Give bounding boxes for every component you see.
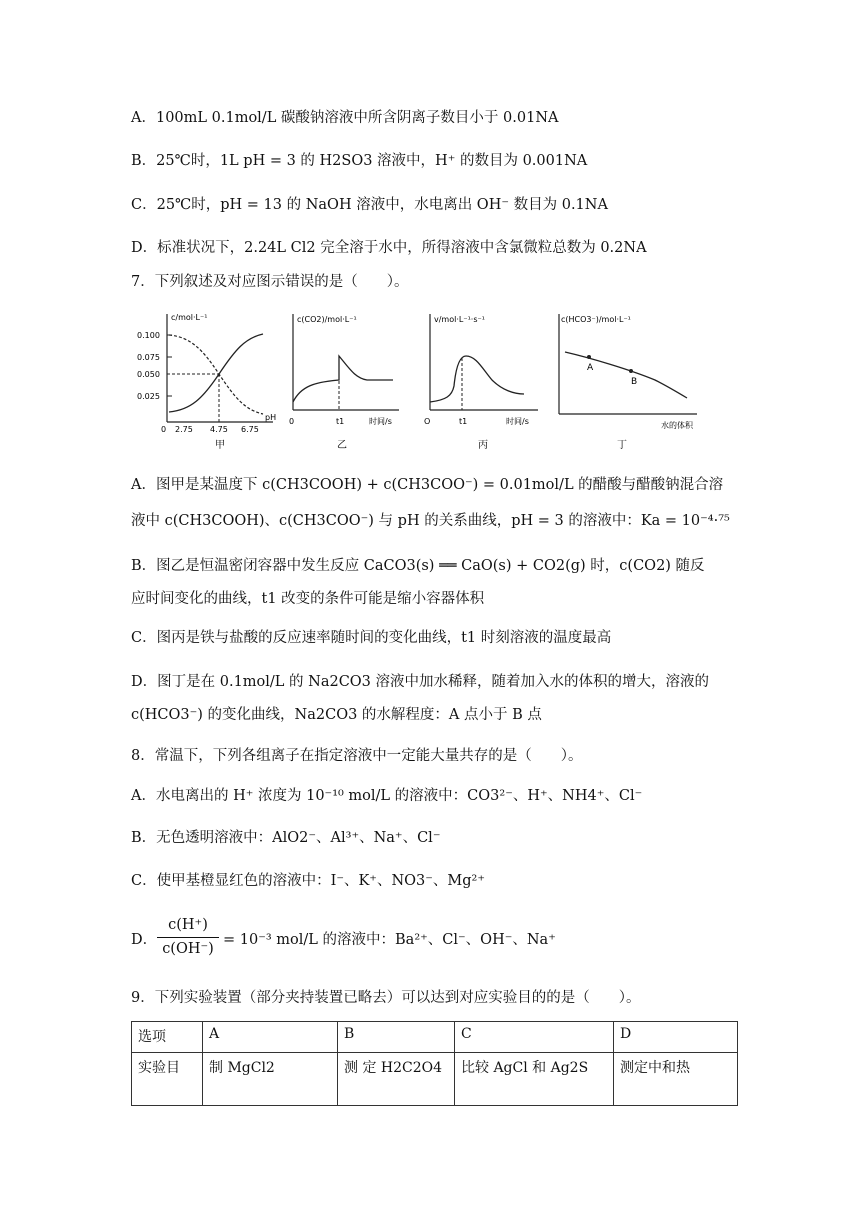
q8-option-b: B．无色透明溶液中：AlO2⁻、Al³⁺、Na⁺、Cl⁻ [131,830,441,846]
ding-ylabel: c(HCO3⁻)/mol·L⁻¹ [561,315,631,324]
table-header-cell: 选项 [132,1022,203,1053]
q8-option-c: C．使甲基橙显红色的溶液中：I⁻、K⁺、NO3⁻、Mg²⁺ [131,873,486,889]
q6-option-d: D．标准状况下，2.24L Cl2 完全溶于水中，所得溶液中含氯微粒总数为 0.2NA [131,240,647,256]
q8d-denominator: c(OH⁻) [162,941,214,957]
jia-ylabel: c/mol·L⁻¹ [171,313,208,322]
bing-origin: O [424,417,431,426]
bing-xlabel: 时间/s [506,417,529,426]
q7-option-b-line2: 应时间变化的曲线，t1 改变的条件可能是缩小容器体积 [131,591,485,607]
figure-bing [416,306,546,454]
table-header-cell: A [203,1022,338,1053]
q7-option-a-line1: A．图甲是某温度下 c(CH3COOH) + c(CH3COO⁻) = 0.01mol/L 的醋酸与醋酸钠混合溶 [131,477,724,493]
table-cell: 测定中和热 [614,1053,738,1106]
q8d-rest: = 10⁻³ mol/L 的溶液中：Ba²⁺、Cl⁻、OH⁻、Na⁺ [223,932,556,948]
ding-curve [565,352,687,398]
q7-option-b-line1: B．图乙是恒温密闭容器中发生反应 CaCO3(s) ══ CaO(s) + CO2(g) 时，c(CO2) 随反 [131,558,705,574]
bing-caption: 丙 [478,440,488,451]
yi-xlabel: 时间/s [369,417,392,426]
yi-origin: 0 [289,417,295,426]
ding-point-a-marker [587,355,591,359]
jia-origin: 0 [161,425,167,434]
table-header-cell: B [338,1022,455,1053]
figure-jia [131,306,281,454]
ding-caption: 丁 [617,440,627,451]
bing-t1: t1 [459,417,468,426]
q8-option-a: A．水电离出的 H⁺ 浓度为 10⁻¹⁰ mol/L 的溶液中：CO3²⁻、H⁺、NH4⁺、Cl⁻ [131,788,643,804]
q8-stem: 8．常温下，下列各组离子在指定溶液中一定能大量共存的是（ ）。 [131,748,583,764]
q7-option-d-line2: c(HCO3⁻) 的变化曲线，Na2CO3 的水解程度：A 点小于 B 点 [131,707,542,723]
jia-ytick-3: 0.050 [137,370,160,379]
q7-option-d-line1: D．图丁是在 0.1mol/L 的 Na2CO3 溶液中加水稀释，随着加入水的体积的增大，溶液的 [131,674,710,690]
q7-option-a-line2: 液中 c(CH3COOH)、c(CH3COO⁻) 与 pH 的关系曲线，pH = 3 的溶液中：Ka = 10⁻⁴·⁷⁵ [131,513,730,529]
table-cell: 测 定 H2C2O4 [338,1053,455,1106]
table-cell: 制 MgCl2 [203,1053,338,1106]
q9-options-table [131,1021,738,1106]
q6-option-b: B．25℃时，1L pH = 3 的 H2SO3 溶液中，H⁺ 的数目为 0.001NA [131,153,588,169]
table-cell: 比较 AgCl 和 Ag2S [455,1053,614,1106]
figure-ding [551,306,705,454]
jia-ytick-2: 0.075 [137,353,160,362]
q8d-numerator: c(H⁺) [157,915,219,938]
table-cell: 实验目 [132,1053,203,1106]
figure-yi [281,306,411,454]
q7-option-c: C．图丙是铁与盐酸的反应速率随时间的变化曲线，t1 时刻溶液的温度最高 [131,630,612,646]
jia-xtick-2: 4.75 [210,425,228,434]
q9-stem: 9．下列实验装置（部分夹持装置已略去）可以达到对应实验目的的是（ ）。 [131,990,641,1006]
q7-figures [131,306,705,454]
jia-ytick-4: 0.025 [137,392,160,401]
ding-xlabel: 水的体积 [661,421,693,430]
jia-ytick-1: 0.100 [137,331,160,340]
ding-point-b-marker [629,369,633,373]
jia-xlabel: pH [265,413,277,422]
table-header-cell: C [455,1022,614,1053]
jia-curve-solid [169,334,263,412]
table-row [132,1053,738,1106]
q6-option-a: A．100mL 0.1mol/L 碳酸钠溶液中所含阴离子数目小于 0.01NA [131,110,559,126]
q8d-prefix: D． [131,932,158,948]
table-header-cell: D [614,1022,738,1053]
q6-option-c: C．25℃时，pH = 13 的 NaOH 溶液中，水电离出 OH⁻ 数目为 0.1NA [131,197,608,213]
bing-ylabel: v/mol·L⁻¹·s⁻¹ [434,315,485,324]
jia-xtick-3: 6.75 [241,425,259,434]
ding-point-b: B [631,377,638,387]
yi-ylabel: c(CO2)/mol·L⁻¹ [297,315,357,324]
yi-caption: 乙 [337,440,347,451]
table-header-row [132,1022,738,1053]
yi-t1: t1 [336,417,345,426]
ding-point-a: A [587,363,594,373]
jia-caption: 甲 [215,440,225,451]
yi-curve [293,356,393,402]
bing-curve [430,356,524,402]
q7-stem: 7．下列叙述及对应图示错误的是（ ）。 [131,274,409,290]
jia-xtick-1: 2.75 [175,425,193,434]
